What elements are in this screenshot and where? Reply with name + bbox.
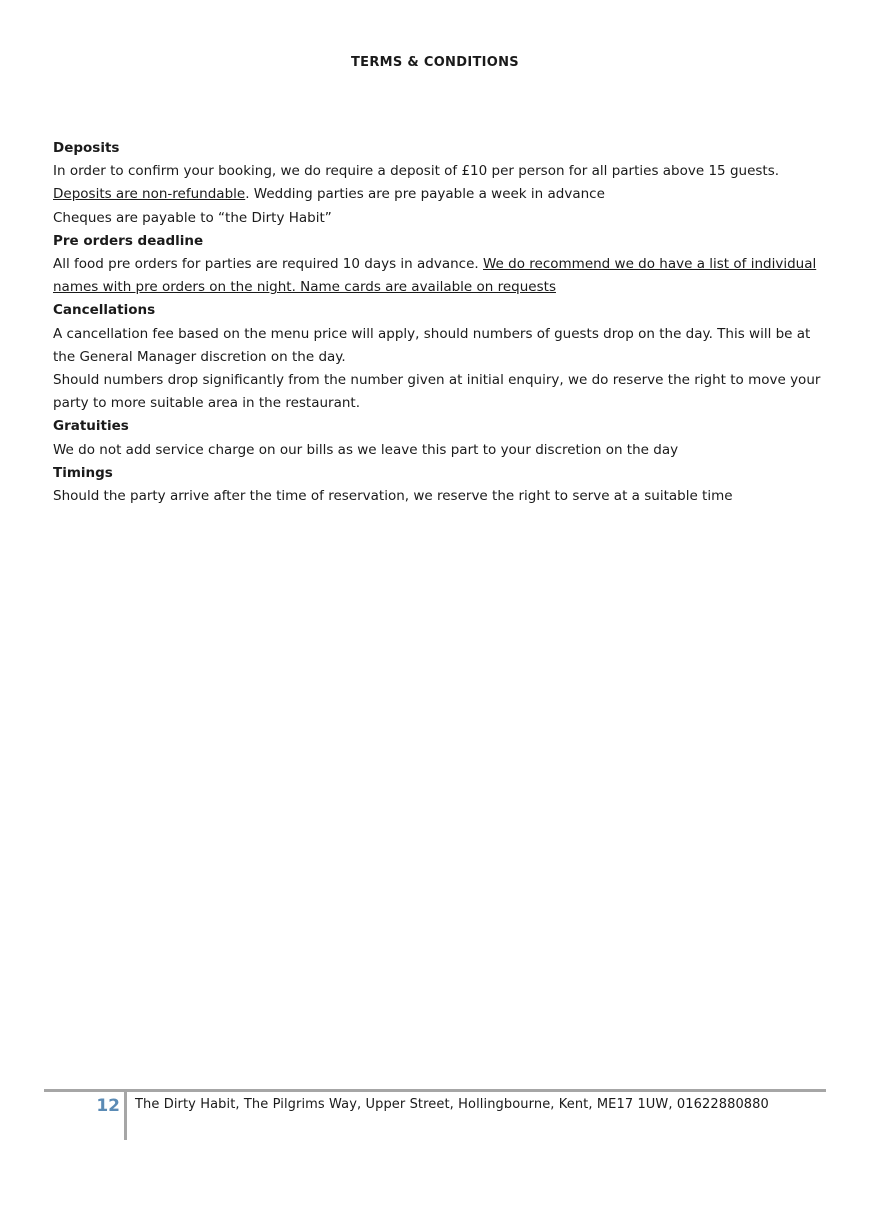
cancellation-fee-text: A cancellation fee based on the menu price will apply, should numbers of guests drop on the day. This will be at the General Manager discretion on the day. [53,325,811,365]
gratuities-text: We do not add service charge on our bills as we leave this part to your discretion on the day [53,441,679,458]
numbers-drop-text: Should numbers drop significantly from the number given at initial enquiry, we do reserve the right to move your party to more suitable area in the restaurant. [53,372,821,412]
timings-heading: Timings [53,464,113,481]
terms-body [53,137,833,508]
cancellations-heading: Cancellations [53,302,156,319]
cheques-note: Cheques are payable to “the Dirty Habit” [53,209,332,226]
footer-divider [44,1089,826,1092]
pre-orders-recommendation: We do recommend we do have a list of individual names with pre orders on the night. Name cards are available on requests [53,256,817,296]
footer-address: The Dirty Habit, The Pilgrims Way, Upper Street, Hollingbourne, Kent, ME17 1UW, 01622880880 [135,1097,769,1112]
page-number: 12 [96,1096,120,1116]
timings-text: Should the party arrive after the time of reservation, we reserve the right to serve at a suitable time [53,488,733,505]
deposits-heading: Deposits [53,140,120,156]
deposits-text: In order to confirm your booking, we do require a deposit of £10 per person for all parties above 15 guests. [53,163,780,180]
pre-orders-deadline: All food pre orders for parties are required 10 days in advance. [53,256,483,273]
non-refundable-note: Deposits are non-refundable [53,186,246,203]
pre-orders-heading: Pre orders deadline [53,232,204,249]
page-title: TERMS & CONDITIONS [351,55,519,70]
pre-orders-text [53,253,833,299]
footer-vertical-divider [124,1092,127,1140]
wedding-note: . Wedding parties are pre payable a week in advance [245,186,605,203]
gratuities-heading: Gratuities [53,418,129,435]
deposits-refund-line [53,183,833,206]
